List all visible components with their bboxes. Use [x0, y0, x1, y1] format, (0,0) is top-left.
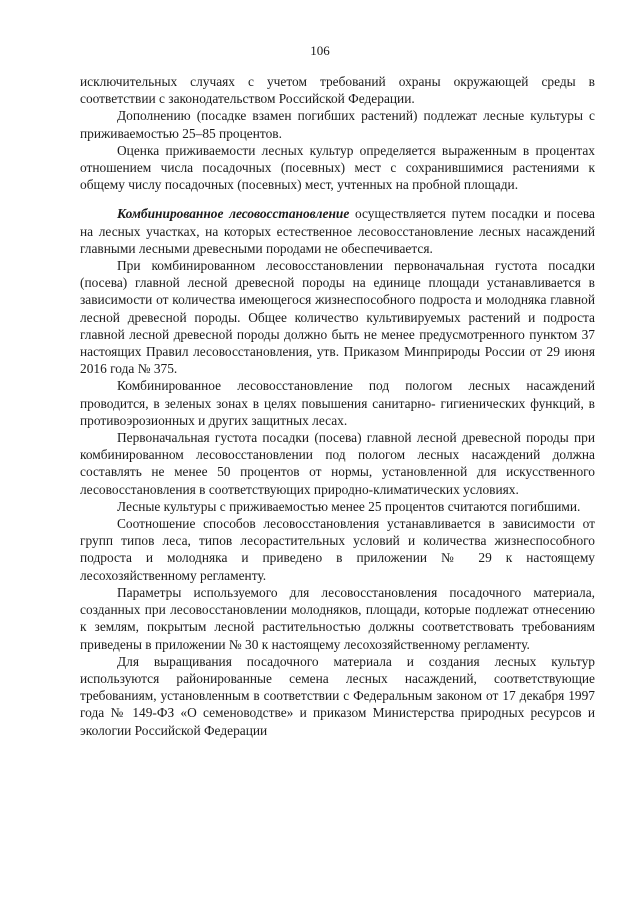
paragraph-seeds: Для выращивания посадочного материала и создания лесных культур используются районированные семена лесных насаждений, соответствующие требованиям, установленным в соответствии с Федеральным законом от 17 декабря 1997 года № 149-ФЗ «О семеноводстве» и приказом Министерства природных ресурсов и экологии Российской Федерации: [80, 653, 595, 738]
page-number: 106: [310, 43, 330, 58]
paragraph-methods-ratio: Соотношение способов лесовосстановления устанавливается в зависимости от групп типов леса, типов лесорастительных условий и количества жизнеспособного подроста и молодняка и приведено в приложении № 29 к настоящему лесохозяйственному регламенту.: [80, 516, 595, 583]
paragraph-combined-definition: [80, 205, 595, 257]
paragraph-planting-parameters: Параметры используемого для лесовосстановления посадочного материала, созданных при лесовосстановлении молодняков, площади, которые подлежат отнесению к землям, покрытым лесной растительностью должны соответствовать требованиям приведены в приложении № 30 к настоящему лесохозяйственному регламенту.: [80, 584, 595, 652]
paragraph-density-norm: Первоначальная густота посадки (посева) главной лесной древесной породы при комбинированном лесовосстановлении под пологом лесных насаждений должна составлять не менее 50 процентов от нормы, установленной для искусственного лесовосстановления в соответствующих природно-климатических условиях.: [80, 430, 595, 497]
body-text: [80, 73, 595, 739]
paragraph-replanting: Дополнению (посадке взамен погибших растений) подлежат лесные культуры с приживаемостью 25–85 процентов.: [80, 108, 595, 141]
paragraph-survival-assessment: Оценка приживаемости лесных культур определяется выраженным в процентах отношением числа посадочных (посевных) мест с сохранившимися растениями к общему числу посадочных (посевных) мест, учтенных на пробной площади.: [80, 142, 595, 193]
paragraph-dead-cultures: Лесные культуры с приживаемостью менее 25 процентов считаются погибшими.: [117, 498, 581, 514]
combined-definition-text: осуществляется путем посадки и посева на лесных участках, на которых естественное лесовосстановление лесных насаждений главными лесными древесными породами не обеспечивается.: [80, 206, 596, 256]
paragraph-continuation: исключительных случаях с учетом требований охраны окружающей среды в соответствии с законодательством Российской Федерации.: [80, 74, 595, 107]
combined-term: Комбинированное лесовосстановление: [117, 206, 350, 222]
paragraph-under-canopy: Комбинированное лесовосстановление под пологом лесных насаждений проводится, в зеленых зонах в целях повышения санитарно- гигиенических функций, в противоэрозионных и других защитных лесах.: [80, 378, 595, 428]
paragraph-initial-density: При комбинированном лесовосстановлении первоначальная густота посадки (посева) главной лесной древесной породы на единице площади устанавливается в зависимости от количества имеющегося жизнеспособного подроста и молодняка главной лесной древесной породы. Общее количество культивируемых растений и подроста главной лесной древесной породы должно быть не менее предусмотренного пунктом 37 настоящих Правил лесовосстановления, утв. Приказом Минприроды России от 29 июня 2016 года № 375.: [80, 258, 595, 377]
